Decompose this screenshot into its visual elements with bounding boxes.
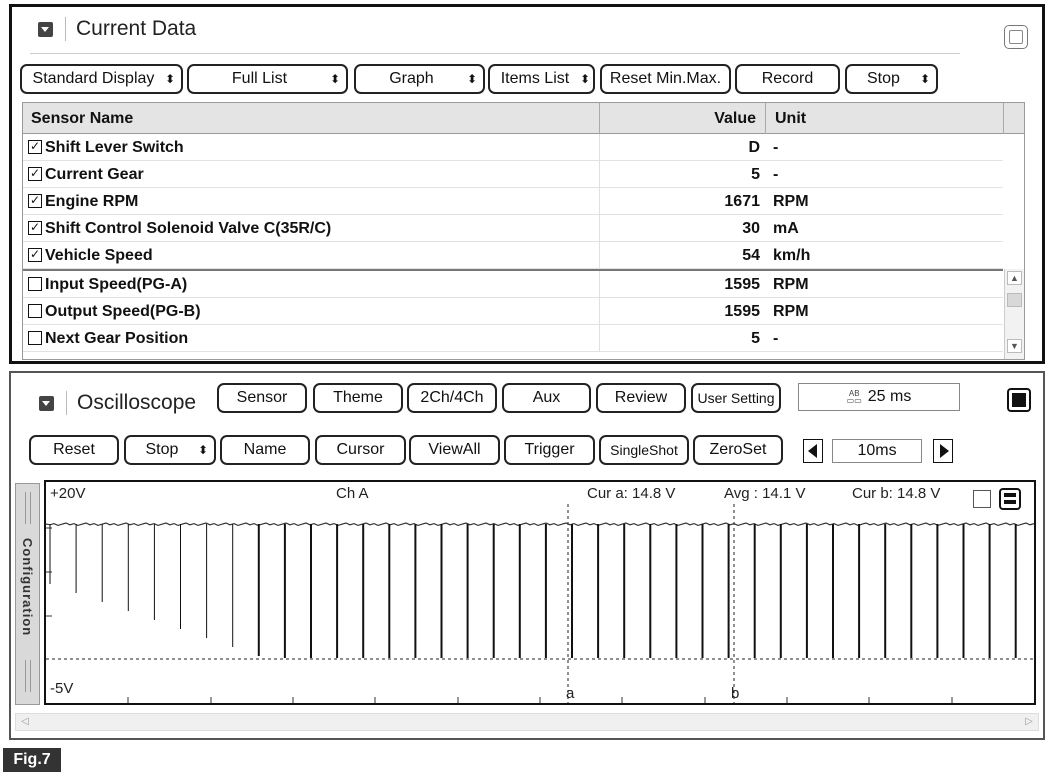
reset-button[interactable]: Reset xyxy=(29,435,119,465)
table-row[interactable] xyxy=(23,161,1003,188)
graph-select[interactable]: Graph ⬍ xyxy=(354,64,485,94)
updown-icon: ⬍ xyxy=(579,72,590,86)
oscilloscope-panel xyxy=(9,371,1045,740)
sensor-unit: RPM xyxy=(773,303,809,320)
row-checkbox[interactable]: ✓ xyxy=(29,193,41,207)
row-checkbox[interactable]: ✓ xyxy=(29,247,41,261)
sensor-value: 5 xyxy=(751,166,760,183)
single-shot-button[interactable]: SingleShot xyxy=(599,435,689,465)
channels-button[interactable]: 2Ch/4Ch xyxy=(407,383,497,413)
zero-set-button[interactable]: ZeroSet xyxy=(693,435,783,465)
table-row[interactable] xyxy=(23,188,1003,215)
table-row[interactable] xyxy=(23,298,1003,325)
sensor-unit: - xyxy=(773,139,779,156)
sensor-unit: - xyxy=(773,166,779,183)
updown-icon: ⬍ xyxy=(329,72,340,86)
sensor-table xyxy=(22,102,1025,360)
row-checkbox[interactable] xyxy=(28,277,42,291)
sensor-unit: RPM xyxy=(773,276,809,293)
standard-display-select[interactable]: Standard Display ⬍ xyxy=(20,64,183,94)
sensor-value: 5 xyxy=(751,330,760,347)
average-readout: Avg : 14.1 V xyxy=(724,485,806,502)
col-sensor-name[interactable]: Sensor Name xyxy=(31,110,134,127)
sample-rate-icon: AB ▭▭ xyxy=(846,389,862,405)
col-unit[interactable]: Unit xyxy=(775,110,807,127)
configuration-tab[interactable]: Configuration xyxy=(15,483,40,705)
sensor-unit: RPM xyxy=(773,193,809,210)
voltage-max-label: +20V xyxy=(50,485,86,502)
plot-option-checkbox[interactable] xyxy=(973,490,991,508)
figure-label: Fig.7 xyxy=(3,748,61,772)
updown-icon: ⬍ xyxy=(919,72,930,86)
record-button[interactable]: Record xyxy=(735,64,840,94)
sensor-name: Output Speed(PG-B) xyxy=(45,303,201,320)
table-row[interactable] xyxy=(23,242,1003,269)
name-button[interactable]: Name xyxy=(220,435,310,465)
table-row[interactable] xyxy=(23,271,1003,298)
sensor-unit: mA xyxy=(773,220,799,237)
collapse-icon[interactable] xyxy=(39,396,54,411)
row-checkbox[interactable]: ✓ xyxy=(29,166,41,180)
sensor-name: Shift Control Solenoid Valve C(35R/C) xyxy=(45,220,332,237)
updown-icon: ⬍ xyxy=(197,443,208,457)
sensor-value: 1671 xyxy=(724,193,760,210)
horizontal-scrollbar[interactable] xyxy=(15,713,1039,731)
channel-label: Ch A xyxy=(336,485,369,502)
updown-icon: ⬍ xyxy=(466,72,477,86)
scroll-left-icon[interactable]: ◁ xyxy=(21,716,29,727)
sensor-value: 54 xyxy=(742,247,760,264)
reset-minmax-button[interactable]: Reset Min.Max. xyxy=(600,64,731,94)
sensor-value: 1595 xyxy=(724,276,760,293)
scroll-down-icon[interactable]: ▼ xyxy=(1007,339,1022,353)
timebase-increase-icon[interactable] xyxy=(933,439,953,463)
sensor-button[interactable]: Sensor xyxy=(217,383,307,413)
sensor-unit: - xyxy=(773,330,779,347)
user-setting-button[interactable]: User Setting xyxy=(691,383,781,413)
scroll-up-icon[interactable]: ▲ xyxy=(1007,271,1022,285)
oscilloscope-header xyxy=(11,381,196,425)
sensor-value: 1595 xyxy=(724,303,760,320)
sensor-unit: km/h xyxy=(773,247,811,264)
row-checkbox[interactable] xyxy=(28,331,42,345)
sensor-name: Current Gear xyxy=(45,166,144,183)
current-data-header xyxy=(12,7,196,51)
trigger-button[interactable]: Trigger xyxy=(504,435,595,465)
cursor-a-marker[interactable]: a xyxy=(566,685,575,702)
sample-time-display[interactable]: AB ▭▭ 25 ms xyxy=(798,383,960,411)
items-list-select[interactable]: Items List ⬍ xyxy=(488,64,595,94)
row-checkbox[interactable]: ✓ xyxy=(29,220,41,234)
waveform-plot[interactable] xyxy=(44,480,1036,705)
row-checkbox[interactable]: ✓ xyxy=(29,139,41,153)
split-view-icon[interactable] xyxy=(999,488,1021,510)
updown-icon: ⬍ xyxy=(164,72,175,86)
timebase-decrease-icon[interactable] xyxy=(803,439,823,463)
waveform-graph xyxy=(46,482,1034,703)
col-value[interactable]: Value xyxy=(714,110,756,127)
cursor-b-marker[interactable]: b xyxy=(731,685,740,702)
aux-button[interactable]: Aux xyxy=(502,383,591,413)
cursor-a-readout: Cur a: 14.8 V xyxy=(587,485,676,502)
current-data-panel xyxy=(9,4,1045,364)
sensor-name: Vehicle Speed xyxy=(45,247,153,264)
timebase-display: 10ms xyxy=(832,439,922,463)
table-row[interactable] xyxy=(23,215,1003,242)
table-row[interactable] xyxy=(23,325,1003,352)
review-button[interactable]: Review xyxy=(596,383,686,413)
stop-select[interactable]: Stop ⬍ xyxy=(124,435,216,465)
maximize-icon[interactable] xyxy=(1004,25,1028,49)
row-checkbox[interactable] xyxy=(28,304,42,318)
view-all-button[interactable]: ViewAll xyxy=(409,435,500,465)
oscilloscope-title: Oscilloscope xyxy=(77,391,197,414)
current-data-title: Current Data xyxy=(76,17,197,40)
sensor-value: D xyxy=(748,139,760,156)
cursor-button[interactable]: Cursor xyxy=(315,435,406,465)
collapse-icon[interactable] xyxy=(38,22,53,37)
sensor-name: Input Speed(PG-A) xyxy=(45,276,188,293)
stop-record-icon[interactable] xyxy=(1007,388,1031,412)
scroll-right-icon[interactable]: ▷ xyxy=(1025,716,1033,727)
sensor-name: Next Gear Position xyxy=(45,330,189,347)
table-row[interactable] xyxy=(23,134,1003,161)
sensor-value: 30 xyxy=(742,220,760,237)
table-header xyxy=(23,103,1024,134)
full-list-select[interactable]: Full List ⬍ xyxy=(187,64,348,94)
scroll-thumb[interactable] xyxy=(1007,293,1022,307)
theme-button[interactable]: Theme xyxy=(313,383,403,413)
sensor-name: Shift Lever Switch xyxy=(45,139,184,156)
vertical-scrollbar[interactable] xyxy=(1004,269,1024,360)
voltage-min-label: -5V xyxy=(50,680,74,697)
stop-select[interactable]: Stop ⬍ xyxy=(845,64,938,94)
sensor-name: Engine RPM xyxy=(45,193,139,210)
cursor-b-readout: Cur b: 14.8 V xyxy=(852,485,941,502)
